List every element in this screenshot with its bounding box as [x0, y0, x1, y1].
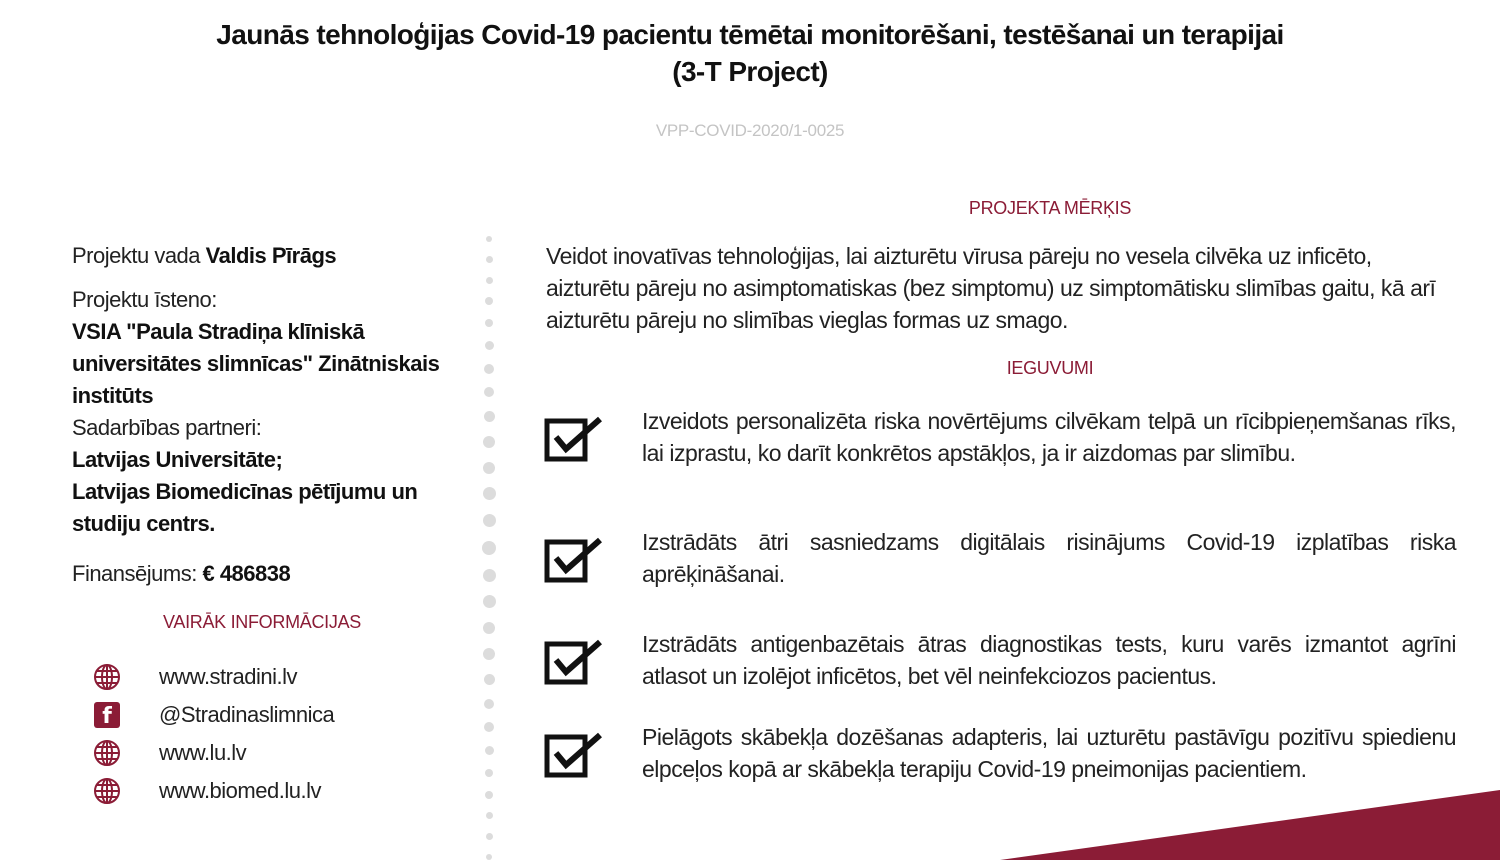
- divider-dot: [483, 436, 495, 448]
- divider-dot: [486, 854, 492, 860]
- implementer-label: Projektu īsteno:: [72, 287, 217, 312]
- goal-text: Veidot inovatīvas tehnoloģijas, lai aizturētu vīrusa pāreju no vesela cilvēka uz inficēto, aizturētu pāreju no asimptomatiskas (bez simptomu) uz simptomātisku slimības gaitu, kā arī aizturētu pāreju no slimības vieglas formas uz smago.: [546, 243, 1436, 333]
- goal-heading: PROJEKTA MĒRĶIS: [968, 198, 1132, 218]
- divider-dot: [486, 812, 493, 819]
- divider-dot: [485, 746, 494, 755]
- link-stradini[interactable]: [90, 658, 334, 696]
- globe-icon: [90, 662, 124, 692]
- project-code: VPP-COVID-2020/1-0025: [655, 121, 845, 140]
- funding-label: Finansējums:: [72, 561, 197, 586]
- link-text[interactable]: www.biomed.lu.lv: [159, 778, 321, 803]
- leader-line: [72, 240, 472, 272]
- benefit-item: [544, 405, 1456, 470]
- divider-dot: [485, 319, 493, 327]
- divider-dot: [483, 622, 495, 634]
- page-title: [100, 16, 1400, 90]
- globe-icon: [90, 776, 124, 806]
- more-info-heading: VAIRĀK INFORMĀCIJAS: [163, 612, 361, 632]
- divider-dot: [483, 487, 496, 500]
- divider-dot: [483, 569, 496, 582]
- divider-dot: [486, 256, 493, 263]
- benefit-item: [544, 721, 1456, 786]
- divider-dot: [483, 648, 495, 660]
- divider-dot: [486, 833, 493, 840]
- links-list: [90, 658, 334, 810]
- title-line-2: (3-T Project): [672, 56, 828, 87]
- partners-label: Sadarbības partneri:: [72, 415, 262, 440]
- link-facebook[interactable]: [90, 696, 334, 734]
- benefit-item: [544, 526, 1456, 591]
- divider-dot: [483, 595, 496, 608]
- leader-label: Projektu vada: [72, 243, 201, 268]
- implementer-name: VSIA "Paula Stradiņa klīniskā universitātes slimnīcas" Zinātniskais institūts: [72, 319, 440, 408]
- dotted-divider: [483, 236, 495, 860]
- divider-dot: [484, 364, 494, 374]
- benefit-text: Izstrādāts ātri sasniedzams digitālais risinājums Covid-19 izplatības riska aprēķināšanai.: [642, 529, 1456, 587]
- divider-dot: [483, 514, 496, 527]
- divider-dot: [482, 541, 496, 555]
- benefit-text: Izveidots personalizēta riska novērtējums cilvēkam telpā un rīcibpieņemšanas rīks, lai izprastu, ko darīt konkrētos apstākļos, ja ir aizdomas par slimību.: [642, 408, 1456, 466]
- checkbox-icon: [544, 638, 606, 693]
- funding-line: [72, 558, 472, 590]
- divider-dot: [485, 297, 493, 305]
- divider-dot: [484, 699, 494, 709]
- divider-dot: [485, 341, 494, 350]
- title-line-1: Jaunās tehnoloģijas Covid-19 pacientu tēmētai monitorēšani, testēšanai un terapijai: [216, 19, 1284, 50]
- link-text[interactable]: www.stradini.lv: [159, 664, 297, 689]
- benefit-text: Pielāgots skābekļa dozēšanas adapteris, lai uzturētu pastāvīgu pozitīvu spiedienu elpceļos kopā ar skābekļa terapiju Covid-19 pneimonijas pacientiem.: [642, 724, 1456, 782]
- decorative-corner: [1000, 790, 1500, 860]
- checkbox-icon: [544, 731, 606, 786]
- divider-dot: [484, 722, 494, 732]
- facebook-icon: f: [90, 700, 124, 730]
- divider-dot: [484, 387, 494, 397]
- link-biomed[interactable]: [90, 772, 334, 810]
- partner-2: Latvijas Biomedicīnas pētījumu un studiju centrs.: [72, 479, 418, 536]
- benefit-item: [544, 628, 1456, 693]
- checkbox-icon: [544, 536, 606, 591]
- link-text[interactable]: @Stradinaslimnica: [159, 702, 335, 727]
- divider-dot: [485, 791, 493, 799]
- funding-value: € 486838: [202, 561, 291, 586]
- divider-dot: [483, 462, 495, 474]
- divider-dot: [485, 769, 493, 777]
- leader-name: Valdis Pīrāgs: [205, 243, 337, 268]
- benefits-heading: IEGUVUMI: [1006, 358, 1094, 378]
- divider-dot: [484, 411, 495, 422]
- link-text[interactable]: www.lu.lv: [159, 740, 247, 765]
- benefit-text: Izstrādāts antigenbazētais ātras diagnostikas tests, kuru varēs izmantot agrīni atlasot un izolējot inficētos, bet vēl neinfekciozos pacientus.: [642, 631, 1456, 689]
- link-lu[interactable]: [90, 734, 334, 772]
- divider-dot: [486, 236, 492, 242]
- partner-1: Latvijas Universitāte;: [72, 447, 283, 472]
- checkbox-icon: [544, 415, 606, 470]
- divider-dot: [486, 277, 493, 284]
- divider-dot: [484, 674, 495, 685]
- globe-icon: [90, 738, 124, 768]
- project-info: [72, 240, 472, 590]
